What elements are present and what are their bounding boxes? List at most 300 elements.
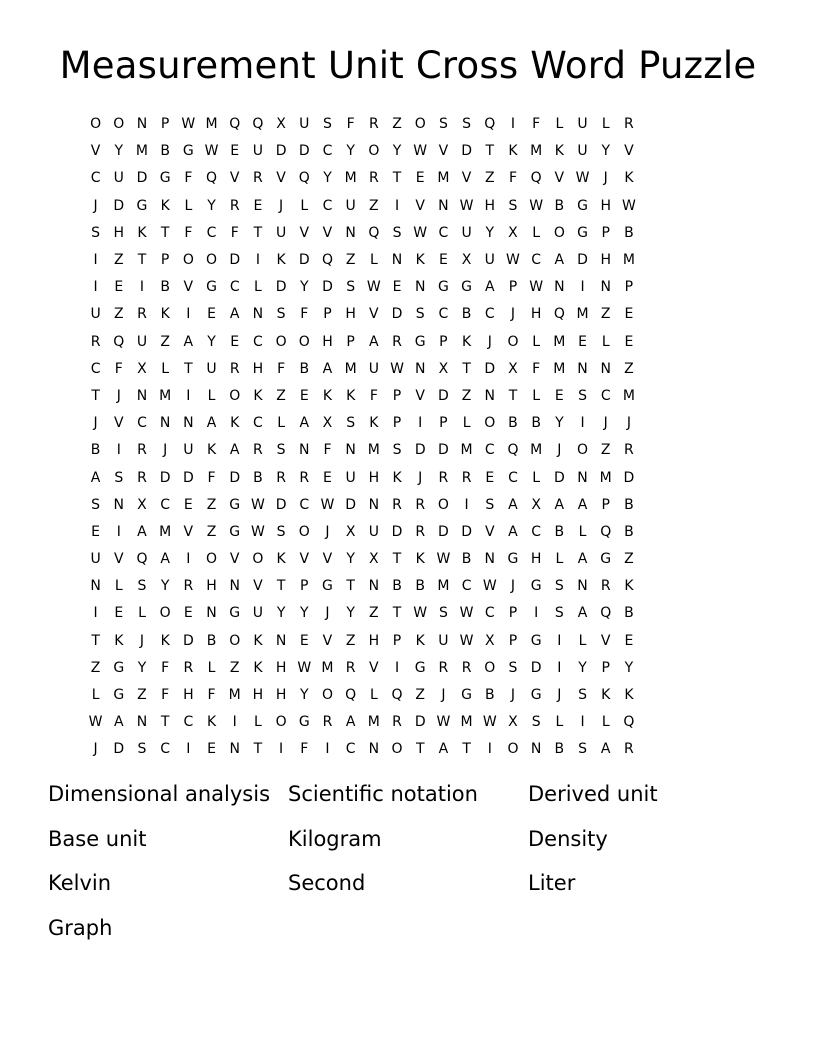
grid-letter: M: [530, 442, 543, 459]
grid-letter: S: [137, 578, 147, 595]
grid-letter: F: [207, 469, 216, 486]
grid-letter: M: [460, 714, 473, 731]
grid-letter: C: [206, 224, 217, 241]
grid-row: [84, 492, 734, 519]
grid-letter: G: [229, 496, 241, 513]
grid-letter: I: [279, 741, 284, 758]
grid-letter: W: [482, 714, 497, 731]
grid-letter: W: [529, 279, 544, 296]
grid-row: [84, 220, 734, 247]
grid-letter: D: [345, 496, 357, 513]
grid-letter: L: [207, 659, 216, 676]
grid-letter: U: [345, 197, 356, 214]
grid-letter: D: [229, 252, 241, 269]
grid-letter: D: [461, 143, 472, 160]
grid-letter: S: [346, 279, 356, 296]
grid-letter: I: [394, 659, 400, 676]
grid-letter: W: [413, 605, 428, 622]
grid-letter: B: [531, 415, 541, 432]
grid-letter: K: [160, 306, 170, 323]
grid-letter: S: [485, 496, 495, 513]
grid-letter: V: [322, 224, 333, 241]
grid-letter: M: [437, 170, 450, 187]
grid-letter: H: [206, 578, 217, 595]
grid-letter: F: [184, 224, 193, 241]
grid-letter: B: [392, 578, 402, 595]
grid-letter: V: [369, 306, 379, 323]
grid-letter: J: [626, 415, 631, 432]
grid-letter: Q: [507, 442, 519, 459]
grid-letter: U: [577, 116, 588, 133]
grid-letter: L: [254, 714, 262, 731]
grid-letter: F: [207, 687, 216, 704]
page-title: Measurement Unit Cross Word Puzzle: [59, 44, 757, 87]
grid-letter: U: [368, 360, 379, 377]
grid-letter: W: [250, 523, 265, 540]
word-list-item: Dimensional analysis: [48, 782, 271, 806]
grid-letter: M: [159, 523, 172, 540]
grid-letter: D: [159, 469, 171, 486]
grid-letter: Y: [160, 578, 170, 595]
grid-letter: Y: [601, 143, 610, 160]
grid-letter: L: [138, 605, 146, 622]
grid-letter: V: [484, 523, 495, 540]
grid-row: [84, 709, 734, 736]
grid-letter: W: [413, 143, 428, 160]
grid-letter: B: [624, 224, 634, 241]
grid-letter: R: [624, 442, 634, 459]
grid-letter: S: [578, 387, 587, 404]
grid-letter: U: [183, 442, 194, 459]
grid-letter: X: [461, 252, 472, 269]
grid-row: [84, 464, 734, 491]
grid-letter: C: [160, 496, 171, 513]
grid-letter: Q: [530, 170, 542, 187]
grid-row: [84, 519, 734, 546]
grid-letter: R: [137, 306, 147, 323]
word-list-item: Kilogram: [288, 826, 382, 851]
grid-letter: P: [601, 659, 610, 676]
grid-letter: Q: [298, 170, 310, 187]
grid-letter: L: [555, 551, 564, 568]
grid-letter: H: [345, 306, 356, 323]
grid-letter: U: [206, 360, 217, 377]
grid-letter: H: [322, 333, 333, 350]
grid-letter: M: [135, 143, 149, 160]
grid-letter: N: [229, 741, 240, 758]
grid-letter: I: [116, 523, 121, 540]
grid-letter: C: [461, 578, 472, 595]
grid-letter: L: [369, 687, 378, 704]
grid-letter: F: [508, 170, 517, 187]
grid-letter: D: [391, 523, 403, 540]
grid-letter: M: [553, 360, 566, 377]
grid-letter: O: [275, 714, 287, 731]
grid-letter: R: [137, 469, 147, 486]
grid-letter: E: [114, 279, 124, 296]
grid-letter: B: [508, 415, 518, 432]
grid-letter: S: [462, 116, 472, 133]
grid-letter: I: [325, 741, 330, 758]
grid-letter: L: [601, 116, 610, 133]
grid-letter: Y: [392, 143, 402, 160]
grid-letter: I: [116, 442, 121, 459]
grid-letter: M: [205, 116, 218, 133]
grid-letter: E: [438, 252, 448, 269]
grid-row: [84, 628, 734, 655]
grid-letter: T: [184, 360, 193, 377]
grid-letter: K: [369, 415, 379, 432]
grid-letter: Z: [415, 687, 426, 704]
grid-row: [84, 655, 734, 682]
grid-letter: F: [323, 442, 332, 459]
grid-letter: R: [137, 442, 147, 459]
grid-letter: S: [91, 496, 101, 513]
grid-letter: W: [366, 279, 381, 296]
grid-letter: N: [90, 578, 101, 595]
grid-letter: M: [228, 687, 241, 704]
grid-row: [84, 573, 734, 600]
grid-letter: B: [624, 605, 634, 622]
grid-letter: N: [368, 741, 380, 758]
grid-letter: R: [345, 659, 356, 676]
grid-letter: W: [88, 714, 103, 731]
grid-row: [84, 736, 734, 763]
grid-row: [84, 165, 734, 192]
grid-letter: C: [438, 224, 449, 241]
grid-letter: R: [183, 659, 194, 676]
grid-letter: X: [531, 496, 541, 513]
grid-letter: N: [577, 360, 588, 377]
grid-letter: L: [184, 197, 193, 214]
grid-letter: Y: [624, 659, 634, 676]
grid-letter: G: [530, 687, 542, 704]
grid-letter: Q: [229, 116, 241, 133]
grid-letter: X: [322, 415, 333, 432]
grid-letter: T: [137, 252, 147, 269]
grid-letter: L: [462, 415, 471, 432]
grid-letter: P: [439, 333, 448, 350]
grid-letter: P: [508, 605, 518, 622]
grid-letter: N: [414, 360, 426, 377]
grid-letter: V: [90, 143, 101, 160]
grid-letter: W: [250, 496, 265, 513]
grid-letter: T: [346, 578, 355, 595]
grid-letter: O: [159, 605, 171, 622]
grid-letter: D: [414, 442, 426, 459]
grid-letter: F: [369, 387, 378, 404]
grid-letter: Z: [484, 170, 495, 187]
grid-letter: Z: [345, 632, 356, 649]
grid-letter: W: [621, 197, 636, 214]
grid-letter: Q: [368, 224, 380, 241]
grid-letter: O: [484, 659, 496, 676]
grid-letter: S: [508, 197, 518, 214]
grid-letter: G: [229, 523, 241, 540]
grid-letter: L: [114, 578, 123, 595]
grid-letter: V: [229, 170, 240, 187]
grid-letter: J: [325, 605, 330, 622]
grid-letter: J: [163, 442, 168, 459]
grid-letter: C: [508, 469, 518, 486]
grid-letter: P: [300, 578, 309, 595]
grid-letter: K: [276, 252, 286, 269]
grid-letter: J: [510, 578, 516, 595]
grid-letter: A: [90, 469, 101, 486]
grid-letter: A: [299, 415, 310, 432]
grid-letter: V: [299, 224, 310, 241]
grid-letter: Q: [345, 687, 357, 704]
grid-letter: T: [91, 632, 100, 649]
grid-letter: R: [461, 469, 472, 486]
grid-letter: L: [161, 360, 170, 377]
grid-letter: O: [507, 741, 519, 758]
grid-letter: O: [229, 387, 241, 404]
grid-letter: S: [91, 224, 101, 241]
grid-letter: O: [206, 252, 218, 269]
grid-letter: W: [482, 578, 497, 595]
grid-letter: L: [300, 197, 309, 214]
grid-letter: R: [299, 469, 310, 486]
grid-letter: E: [415, 170, 425, 187]
grid-letter: M: [460, 442, 473, 459]
grid-letter: Q: [252, 116, 264, 133]
grid-letter: K: [253, 387, 263, 404]
grid-letter: O: [252, 551, 264, 568]
grid-letter: W: [320, 496, 335, 513]
grid-letter: B: [415, 578, 426, 595]
grid-letter: Z: [392, 116, 402, 133]
grid-letter: U: [90, 551, 101, 568]
grid-letter: V: [183, 523, 194, 540]
grid-letter: O: [229, 632, 241, 649]
grid-letter: A: [206, 415, 217, 432]
grid-letter: N: [414, 279, 426, 296]
grid-letter: G: [577, 224, 588, 241]
grid-letter: V: [438, 143, 449, 160]
grid-letter: K: [160, 632, 170, 649]
grid-letter: X: [276, 116, 286, 133]
grid-letter: N: [391, 252, 403, 269]
grid-letter: I: [232, 714, 237, 731]
grid-letter: B: [160, 279, 170, 296]
grid-letter: P: [392, 415, 402, 432]
grid-letter: U: [577, 143, 588, 160]
grid-letter: S: [508, 659, 518, 676]
grid-letter: K: [322, 387, 333, 404]
grid-letter: R: [415, 523, 426, 540]
grid-letter: Y: [346, 605, 355, 622]
grid-letter: T: [160, 224, 170, 241]
grid-letter: U: [438, 632, 449, 649]
grid-letter: V: [253, 578, 263, 595]
grid-letter: W: [575, 170, 590, 187]
grid-letter: R: [624, 741, 634, 758]
grid-letter: V: [554, 170, 565, 187]
grid-row: [84, 247, 734, 274]
grid-letter: U: [90, 306, 101, 323]
grid-letter: G: [182, 143, 194, 160]
grid-letter: Z: [160, 333, 170, 350]
grid-letter: G: [113, 659, 125, 676]
grid-letter: H: [252, 687, 264, 704]
grid-letter: W: [506, 252, 520, 269]
grid-letter: M: [553, 333, 566, 350]
grid-letter: O: [507, 333, 519, 350]
grid-letter: K: [415, 551, 425, 568]
grid-letter: W: [529, 197, 544, 214]
grid-letter: B: [554, 197, 565, 214]
grid-letter: R: [322, 714, 333, 731]
grid-letter: H: [368, 469, 380, 486]
grid-letter: E: [183, 496, 193, 513]
grid-letter: V: [369, 659, 379, 676]
grid-letter: B: [554, 523, 565, 540]
grid-letter: I: [93, 605, 98, 622]
word-list-item: Graph: [48, 915, 113, 940]
grid-letter: R: [461, 659, 472, 676]
grid-letter: H: [275, 687, 287, 704]
grid-letter: L: [555, 714, 564, 731]
grid-letter: H: [530, 551, 542, 568]
grid-letter: W: [459, 632, 474, 649]
grid-letter: C: [90, 170, 101, 187]
grid-letter: Z: [624, 360, 634, 377]
grid-letter: G: [530, 578, 542, 595]
grid-letter: S: [276, 306, 286, 323]
grid-letter: F: [346, 116, 355, 133]
grid-letter: P: [624, 279, 634, 296]
grid-letter: M: [599, 469, 612, 486]
grid-letter: R: [438, 659, 449, 676]
grid-letter: Y: [300, 279, 309, 296]
grid-letter: P: [323, 306, 332, 323]
grid-letter: V: [415, 387, 425, 404]
grid-letter: U: [484, 252, 495, 269]
grid-letter: I: [580, 714, 585, 731]
grid-letter: D: [113, 741, 125, 758]
grid-letter: B: [624, 496, 634, 513]
grid-letter: C: [183, 714, 194, 731]
grid-letter: Y: [207, 333, 216, 350]
grid-letter: C: [600, 387, 611, 404]
grid-letter: X: [345, 523, 356, 540]
grid-letter: Z: [276, 387, 286, 404]
grid-letter: U: [275, 224, 287, 241]
grid-letter: O: [113, 116, 125, 133]
grid-letter: I: [557, 659, 562, 676]
grid-letter: L: [601, 714, 610, 731]
grid-letter: J: [116, 387, 121, 404]
grid-letter: C: [322, 143, 333, 160]
grid-letter: V: [322, 632, 333, 649]
grid-letter: U: [136, 333, 148, 350]
grid-letter: S: [346, 415, 356, 432]
grid-letter: K: [601, 687, 611, 704]
grid-letter: N: [183, 415, 194, 432]
grid-letter: L: [601, 333, 610, 350]
grid-letter: D: [577, 252, 588, 269]
grid-letter: E: [253, 197, 263, 214]
grid-letter: N: [206, 605, 217, 622]
grid-letter: V: [461, 170, 472, 187]
grid-letter: E: [230, 333, 240, 350]
grid-letter: X: [508, 714, 518, 731]
grid-letter: O: [206, 551, 218, 568]
grid-letter: H: [600, 197, 611, 214]
grid-letter: G: [461, 279, 473, 296]
grid-letter: Y: [300, 687, 309, 704]
grid-letter: J: [510, 306, 516, 323]
grid-letter: X: [369, 551, 379, 568]
grid-row: [84, 546, 734, 573]
grid-letter: H: [183, 687, 194, 704]
grid-letter: F: [532, 360, 541, 377]
grid-letter: Y: [485, 224, 495, 241]
grid-letter: Y: [555, 415, 564, 432]
grid-letter: X: [484, 632, 495, 649]
grid-letter: B: [624, 523, 634, 540]
grid-letter: D: [136, 170, 148, 187]
grid-letter: B: [253, 469, 263, 486]
grid-letter: S: [276, 442, 286, 459]
grid-letter: J: [139, 632, 145, 649]
grid-letter: E: [624, 333, 634, 350]
grid-letter: L: [277, 415, 285, 432]
grid-letter: V: [299, 551, 310, 568]
grid-letter: P: [508, 279, 518, 296]
grid-letter: K: [392, 469, 402, 486]
grid-letter: L: [369, 252, 378, 269]
grid-letter: C: [322, 197, 333, 214]
grid-letter: I: [394, 197, 400, 214]
grid-letter: P: [508, 632, 518, 649]
grid-letter: L: [532, 387, 541, 404]
grid-letter: K: [415, 632, 425, 649]
grid-letter: T: [415, 741, 425, 758]
grid-letter: E: [392, 279, 402, 296]
grid-letter: Z: [90, 659, 101, 676]
grid-letter: K: [160, 197, 170, 214]
grid-letter: J: [603, 415, 608, 432]
grid-letter: T: [160, 714, 170, 731]
grid-letter: W: [413, 224, 428, 241]
grid-letter: N: [577, 578, 588, 595]
grid-letter: Z: [369, 605, 379, 622]
grid-letter: K: [137, 224, 147, 241]
grid-letter: L: [91, 687, 100, 704]
grid-letter: N: [136, 116, 148, 133]
grid-letter: I: [418, 415, 423, 432]
grid-letter: J: [557, 442, 562, 459]
grid-letter: T: [91, 387, 100, 404]
grid-letter: O: [553, 224, 565, 241]
grid-letter: G: [322, 578, 333, 595]
grid-letter: H: [252, 360, 264, 377]
grid-letter: S: [276, 523, 286, 540]
grid-letter: K: [230, 415, 240, 432]
letter-grid: [84, 111, 734, 764]
grid-letter: R: [183, 578, 194, 595]
grid-row: [84, 301, 734, 328]
grid-letter: Q: [600, 605, 612, 622]
grid-letter: J: [325, 523, 330, 540]
grid-letter: O: [182, 252, 194, 269]
grid-letter: C: [484, 306, 495, 323]
grid-letter: N: [600, 360, 611, 377]
grid-letter: V: [624, 143, 634, 160]
grid-letter: D: [322, 279, 333, 296]
